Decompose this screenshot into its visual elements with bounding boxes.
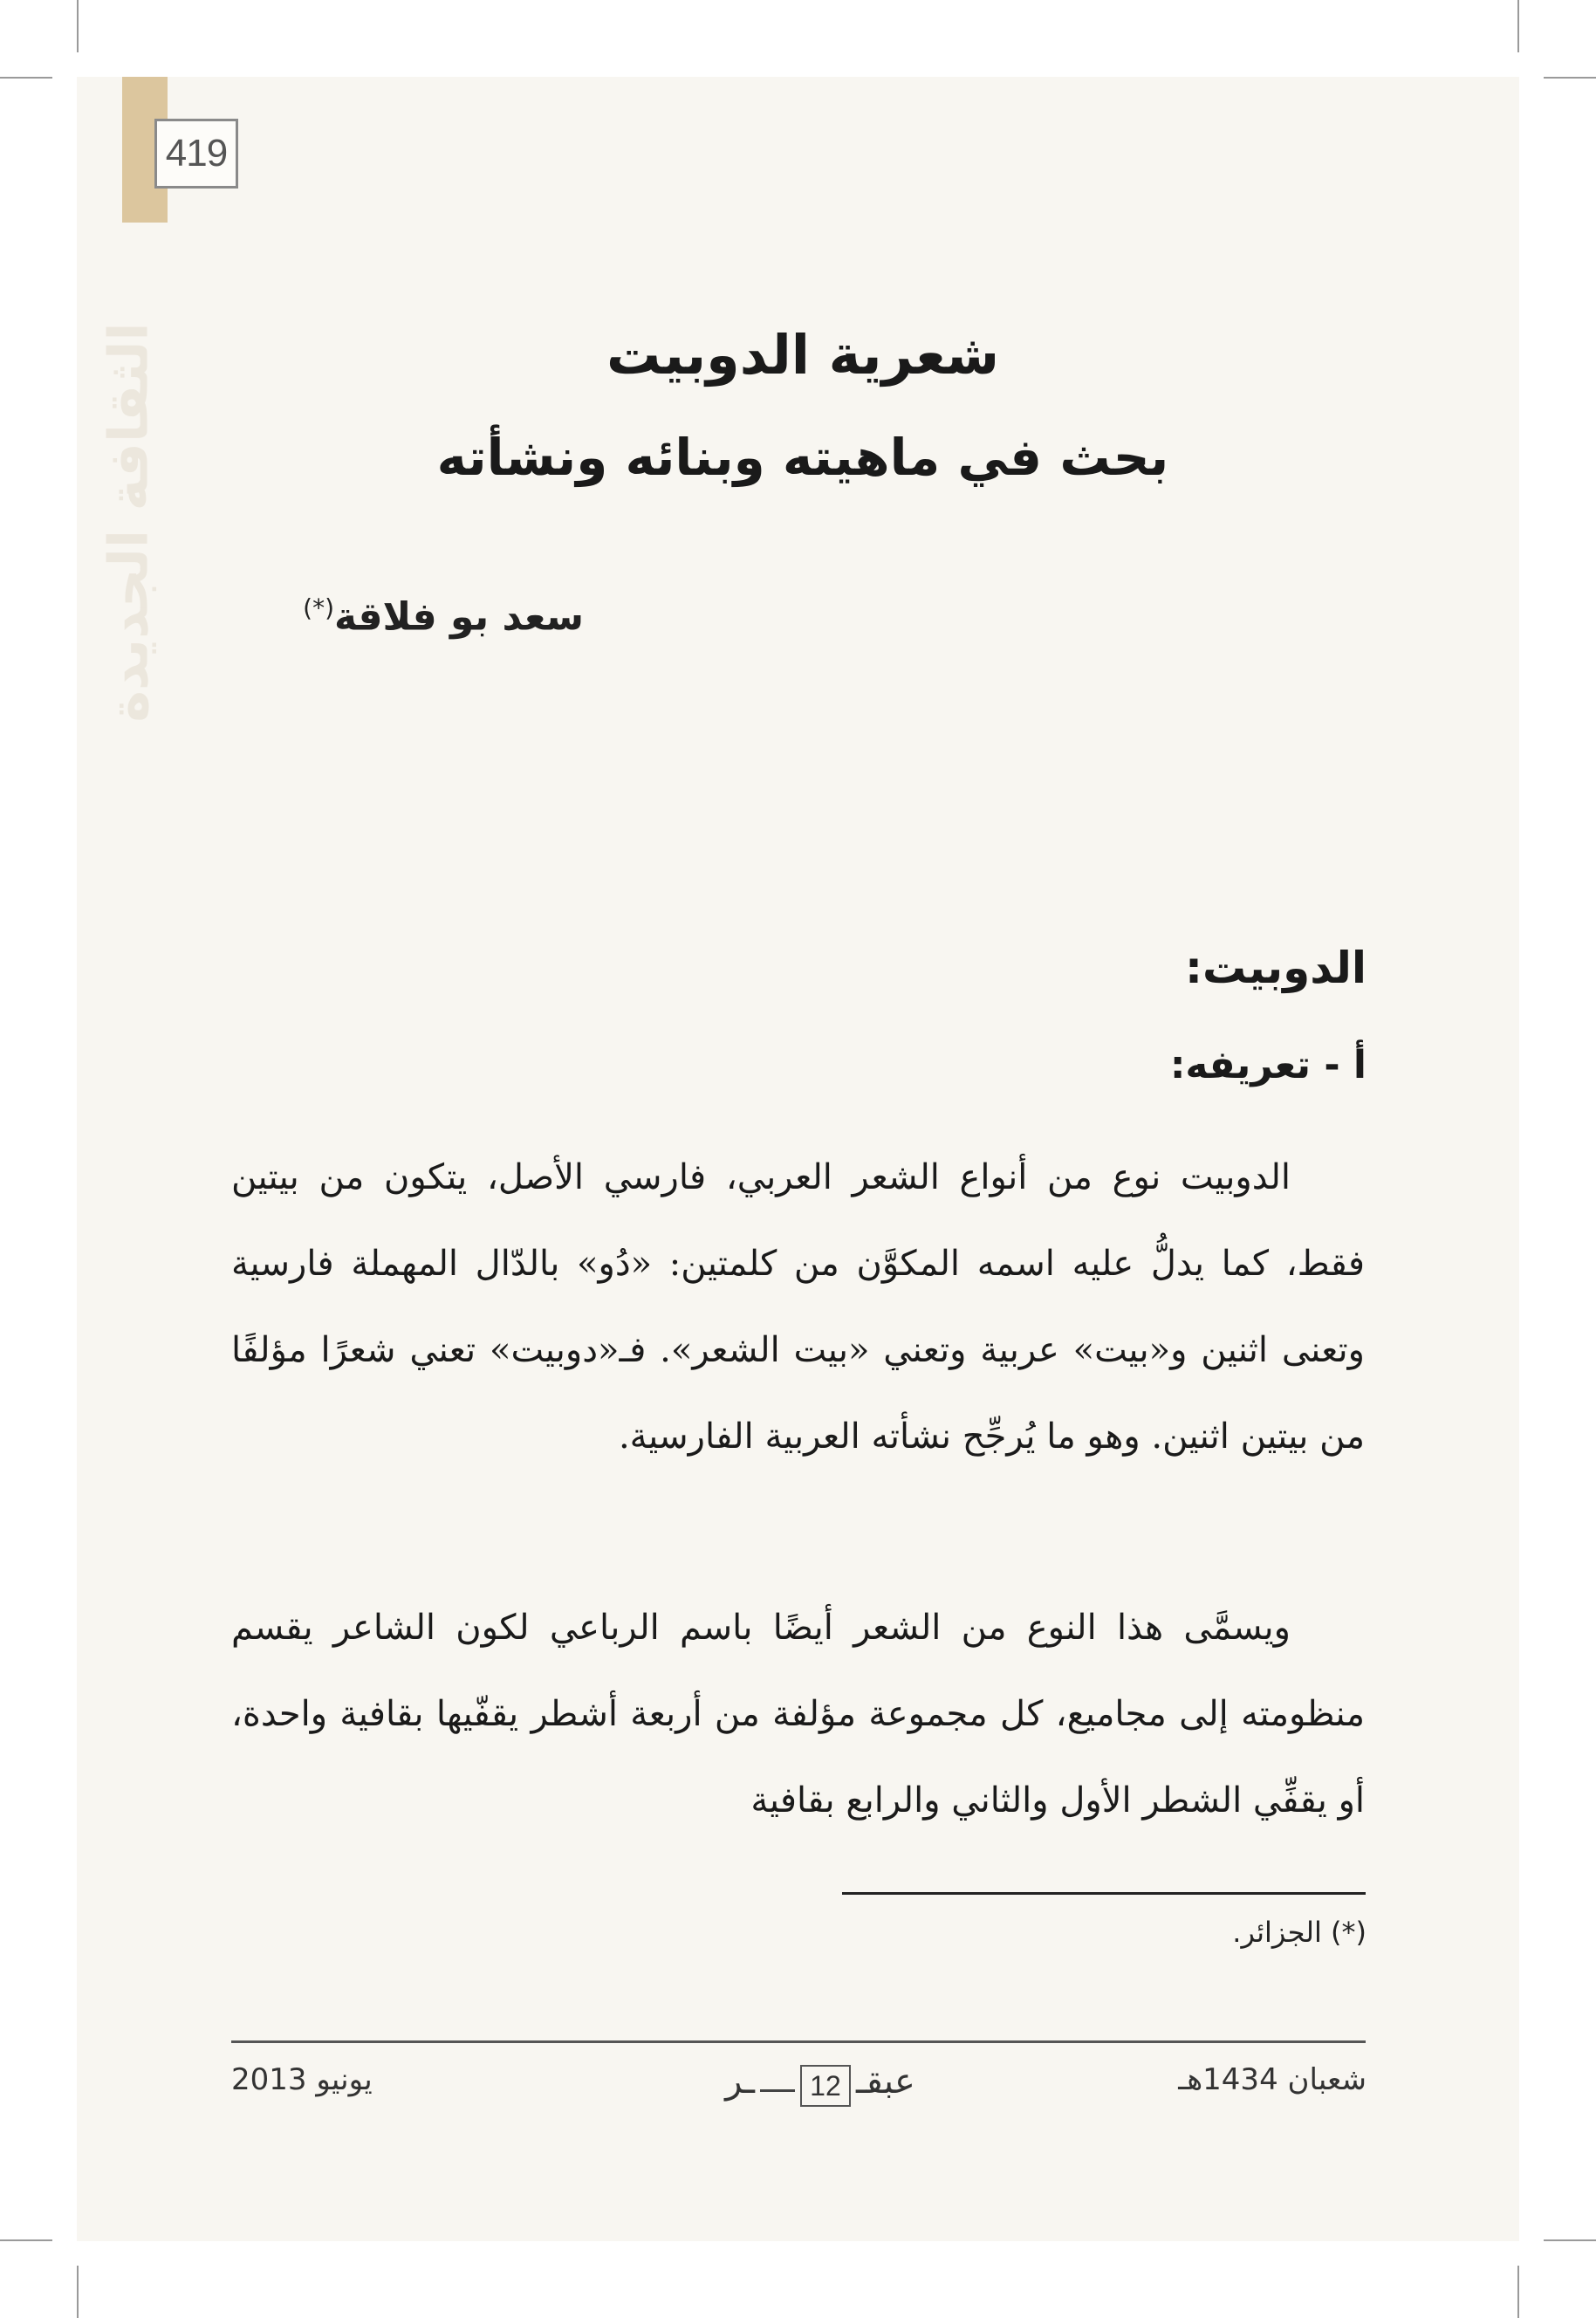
- footer-magazine-logo: [716, 2051, 925, 2112]
- footnote: (*) الجزائر.: [1232, 1916, 1367, 1949]
- side-section-title: [91, 260, 166, 784]
- logo-dash: [760, 2089, 795, 2092]
- crop-mark: [1544, 77, 1596, 79]
- magazine-name: عبقـ: [855, 2061, 915, 2102]
- article-subtitle: بحث في ماهيته وبنائه ونشأته: [436, 428, 1169, 487]
- crop-mark: [0, 77, 52, 79]
- paragraph-definition: الدوبيت نوع من أنواع الشعر العربي، فارسي الأصل، يتكون من بيتين فقط، كما يدلُّ عليه اسمه المكوَّن من كلمتين: «دُو» بالدّال المهملة فارسية وتعنى اثنين و«بيت» عربية وتعني «بيت الشعر». فـ«دوبيت» تعني شعرًا مؤلفًا من بيتين اثنين. وهو ما يُرجِّح نشأته العربية الفارسية.: [231, 1157, 1366, 1457]
- crop-mark: [1544, 2239, 1596, 2241]
- crop-mark: [1517, 0, 1519, 52]
- section-heading: الدوبيت:: [1185, 943, 1367, 993]
- crop-mark: [1517, 2266, 1519, 2318]
- author-name: سعد بو فلاقة: [334, 594, 584, 640]
- footnote-divider: [842, 1892, 1366, 1895]
- issue-number: 12: [800, 2065, 851, 2107]
- sub-heading: أ - تعريفه:: [1169, 1043, 1367, 1087]
- footer-divider: [231, 2040, 1366, 2043]
- crop-mark: [0, 2239, 52, 2241]
- author-footnote-mark: (*): [303, 593, 335, 622]
- article-title: شعرية الدوبيت: [606, 323, 1000, 387]
- paragraph-rubai: ويسمَّى هذا النوع من الشعر أيضًا باسم الرباعي لكون الشاعر يقسم منظومته إلى مجاميع، كل مجموعة مؤلفة من أربعة أشطر يقفّيها بقافية واحدة، أو يقفِّي الشطر الأول والثاني والرابع بقافية: [231, 1608, 1365, 1821]
- crop-mark: [77, 0, 79, 52]
- crop-mark: [77, 2266, 79, 2318]
- magazine-name-suffix: ـر: [725, 2061, 755, 2102]
- footer-hijri-date: شعبان 1434هـ: [1178, 2062, 1367, 2097]
- side-section-title-text: الثقافة الجديدة: [96, 321, 161, 723]
- page-number: 419: [154, 119, 238, 189]
- author-line: [303, 593, 584, 640]
- footer-gregorian-date: يونيو 2013: [231, 2062, 373, 2097]
